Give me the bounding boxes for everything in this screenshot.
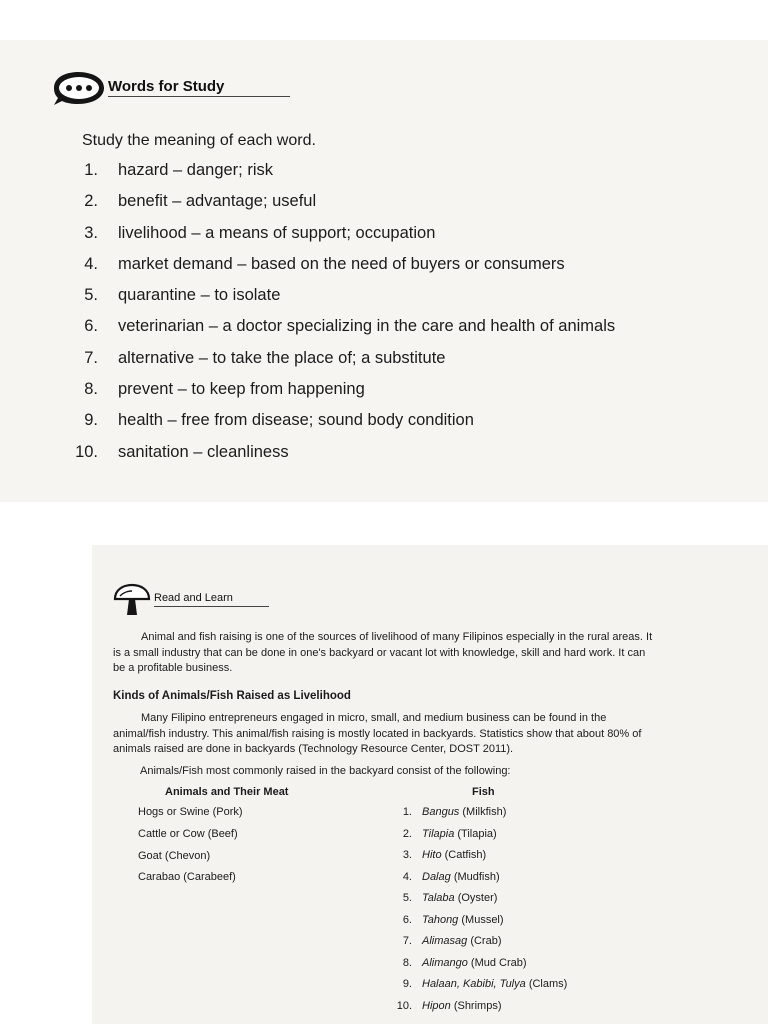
read-and-learn-header — [112, 578, 272, 618]
item-number: 10. — [75, 442, 98, 461]
fish-english-name: (Mud Crab) — [470, 956, 527, 969]
fish-local-name: Talaba — [422, 892, 455, 904]
item-number: 10. — [396, 999, 412, 1012]
item-definition: benefit – advantage; useful — [118, 192, 317, 211]
fish-name — [422, 806, 506, 818]
speech-bubble-icon — [50, 70, 106, 106]
item-number: 9. — [84, 411, 98, 430]
fish-name — [422, 957, 527, 969]
item-number: 4. — [84, 254, 98, 273]
animals-list — [138, 806, 243, 893]
item-definition: livelihood – a means of support; occupation — [118, 223, 436, 242]
bleed-through-text — [480, 180, 740, 194]
item-definition: veterinarian – a doctor specializing in the care and health of animals — [118, 317, 616, 336]
fish-local-name: Dalag — [422, 870, 451, 883]
fish-name — [422, 828, 497, 840]
fish-name — [422, 1000, 501, 1012]
fish-local-name: Bangus — [422, 806, 460, 818]
fish-local-name: Alimango — [422, 956, 468, 969]
item-number: 8. — [84, 380, 98, 399]
fish-local-name: Tilapia — [422, 827, 455, 840]
item-number: 7. — [402, 935, 412, 947]
intro-paragraph: Animal and fish raising is one of the sources of livelihood of many Filipinos especially in the rural areas. It is a small industry that can be done in one's backyard or vacant lot with knowledge, skill and hard work. It can be a profitable business. — [113, 631, 653, 674]
fish-english-name: (Mudfish) — [453, 870, 500, 883]
fish-english-name: (Oyster) — [457, 892, 498, 904]
fish-name — [422, 914, 504, 926]
fish-local-name: Hito — [422, 849, 442, 861]
item-number: 6. — [84, 317, 98, 336]
item-definition: quarantine – to isolate — [118, 286, 281, 305]
animal-item: Hogs or Swine (Pork) — [138, 806, 243, 818]
industry-paragraph: Many Filipino entrepreneurs engaged in micro, small, and medium business can be found in the animal/fish industry. This animal/fish raising is mostly located in backyards. Statistics show that about 80% of animals raised are done in backyards (Technology Resource Center, DOST 2011). — [113, 712, 642, 755]
item-number: 9. — [402, 978, 412, 990]
item-number: 1. — [402, 806, 412, 818]
subheading: Kinds of Animals/Fish Raised as Livelihood — [113, 690, 351, 702]
section-title: Read and Learn — [154, 592, 233, 604]
item-number: 2. — [84, 192, 98, 211]
fish-local-name: Halaan, Kabibi, Tulya — [422, 978, 526, 990]
section-title: Words for Study — [108, 78, 225, 95]
item-number: 7. — [84, 348, 98, 367]
fish-name — [422, 978, 567, 990]
fish-name — [422, 892, 497, 904]
animal-item: Cattle or Cow (Beef) — [138, 827, 238, 840]
item-definition: hazard – danger; risk — [118, 161, 274, 179]
item-number: 4. — [402, 870, 412, 883]
item-number: 5. — [84, 286, 98, 305]
bleed-through-text — [430, 212, 730, 226]
item-definition: sanitation – cleanliness — [118, 442, 289, 461]
fish-column-header: Fish — [472, 786, 495, 798]
fish-english-name: (Tilapia) — [457, 827, 497, 840]
mushroom-icon — [112, 582, 152, 618]
item-number: 3. — [84, 223, 98, 242]
item-number: 3. — [402, 849, 412, 861]
fish-name — [422, 871, 500, 883]
item-number: 2. — [402, 827, 412, 840]
item-definition: market demand – based on the need of buyers or consumers — [118, 254, 565, 273]
fish-local-name: Hipon — [422, 999, 451, 1012]
fish-english-name: (Crab) — [470, 935, 502, 947]
item-number: 6. — [402, 913, 412, 926]
title-underline — [108, 96, 290, 97]
animal-item: Carabao (Carabeef) — [138, 871, 236, 884]
item-number: 8. — [402, 956, 412, 969]
item-definition: alternative – to take the place of; a substitute — [118, 348, 446, 367]
fish-english-name: (Mussel) — [461, 913, 504, 926]
item-definition: health – free from disease; sound body condition — [118, 411, 474, 430]
fish-english-name: (Milkfish) — [462, 806, 507, 818]
animal-item: Goat (Chevon) — [138, 849, 211, 862]
fish-english-name: (Catfish) — [444, 849, 487, 861]
words-for-study-header — [50, 62, 290, 114]
fish-english-name: (Shrimps) — [453, 999, 502, 1012]
study-instructions: Study the meaning of each word. — [82, 132, 316, 149]
animals-column-header: Animals and Their Meat — [165, 786, 289, 798]
fish-english-name: (Clams) — [528, 978, 568, 990]
title-underline — [154, 606, 269, 607]
fish-local-name: Tahong — [422, 913, 459, 926]
list-lead-text: Animals/Fish most commonly raised in the backyard consist of the following: — [140, 765, 511, 777]
fish-name — [422, 849, 486, 861]
item-number: 5. — [402, 892, 412, 904]
item-definition: prevent – to keep from happening — [118, 380, 365, 399]
item-number: 1. — [84, 161, 98, 179]
fish-local-name: Alimasag — [422, 935, 468, 947]
fish-name — [422, 935, 501, 947]
